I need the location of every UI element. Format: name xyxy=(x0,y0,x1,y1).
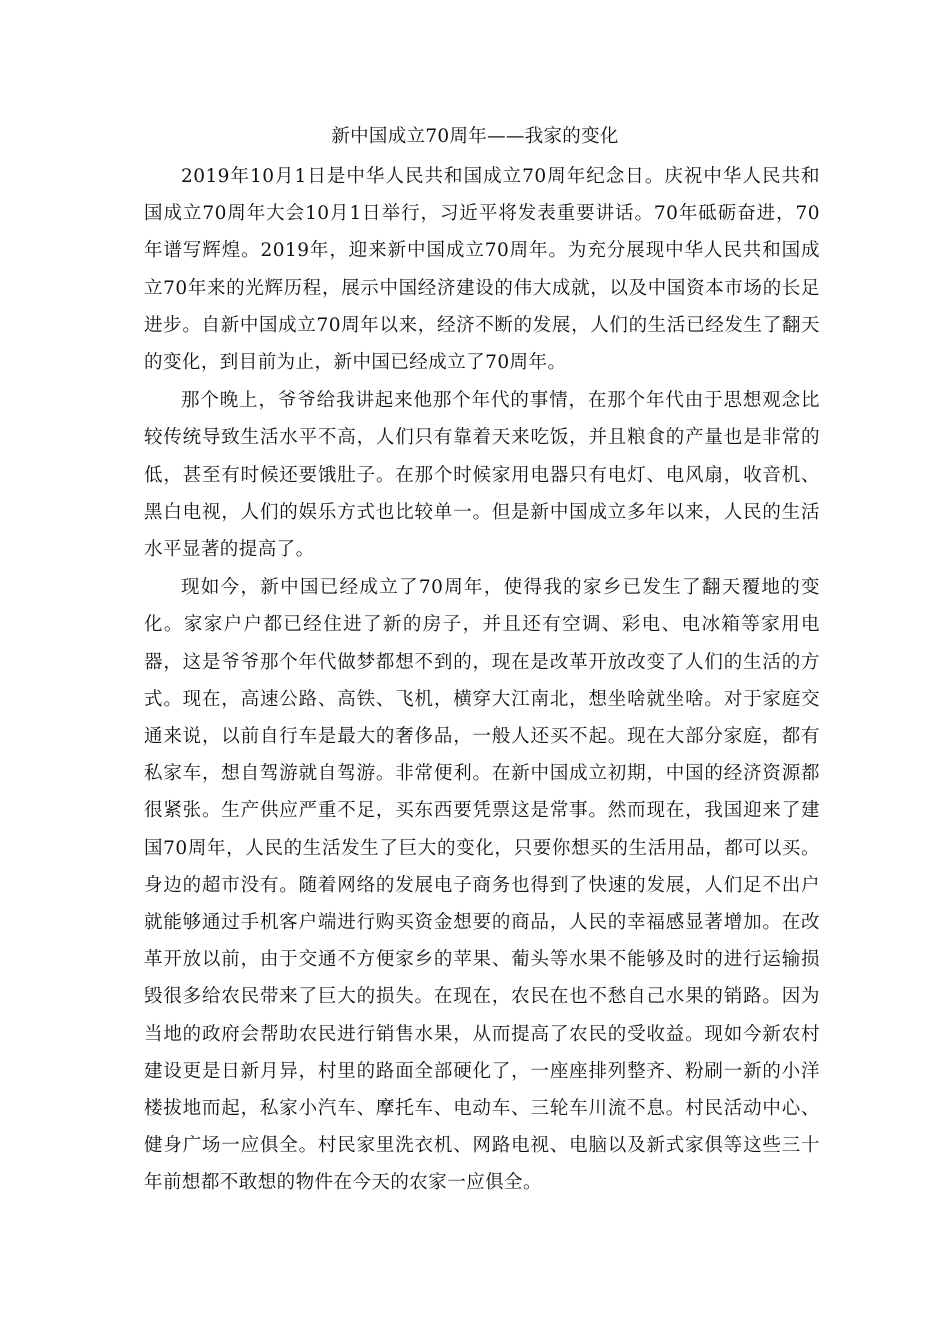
document-title: 新中国成立70周年——我家的变化 xyxy=(331,126,619,147)
document-body xyxy=(144,158,820,1203)
paragraph-1: 2019年10月1日是中华人民共和国成立70周年纪念日。庆祝中华人民共和国成立70周年大会10月1日举行，习近平将发表重要讲话。70年砥砺奋进，70年谱写辉煌。2019年，迎来新中国成立70周年。为充分展现中华人民共和国成立70年来的光辉历程，展示中国经济建设的伟大成就，以及中国资本市场的长足进步。自新中国成立70周年以来，经济不断的发展，人们的生活已经发生了翻天的变化，到目前为止，新中国已经成立了70周年。 xyxy=(144,166,820,374)
paragraph-2: 那个晚上，爷爷给我讲起来他那个年代的事情，在那个年代由于思想观念比较传统导致生活水平不高，人们只有靠着天来吃饭，并且粮食的产量也是非常的低，甚至有时候还要饿肚子。在那个时候家用电器只有电灯、电风扇，收音机、黑白电视，人们的娱乐方式也比较单一。但是新中国成立多年以来，人民的生活水平显著的提高了。 xyxy=(144,390,820,561)
paragraph-3: 现如今，新中国已经成立了70周年，使得我的家乡已发生了翻天覆地的变化。家家户户都已经住进了新的房子，并且还有空调、彩电、电冰箱等家用电器，这是爷爷那个年代做梦都想不到的，现在是改革开放改变了人们的生活的方式。现在，高速公路、高铁、飞机，横穿大江南北，想坐啥就坐啥。对于家庭交通来说，以前自行车是最大的奢侈品，一般人还买不起。现在大部分家庭，都有私家车，想自驾游就自驾游。非常便利。在新中国成立初期，中国的经济资源都很紧张。生产供应严重不足，买东西要凭票这是常事。然而现在，我国迎来了建国70周年，人民的生活发生了巨大的变化，只要你想买的生活用品，都可以买。身边的超市没有。随着网络的发展电子商务也得到了快速的发展，人们足不出户就能够通过手机客户端进行购买资金想要的商品，人民的幸福感显著增加。在改革开放以前，由于交通不方便家乡的苹果、葡头等水果不能够及时的进行运输损毁很多给农民带来了巨大的损失。在现在，农民在也不愁自己水果的销路。因为当地的政府会帮助农民进行销售水果，从而提高了农民的受收益。现如今新农村建设更是日新月异，村里的路面全部硬化了，一座座排列整齐、粉刷一新的小洋楼拔地而起，私家小汽车、摩托车、电动车、三轮车川流不息。村民活动中心、健身广场一应俱全。村民家里洗衣机、网路电视、电脑以及新式家俱等这些三十年前想都不敢想的物件在今天的农家一应俱全。 xyxy=(144,577,820,1194)
